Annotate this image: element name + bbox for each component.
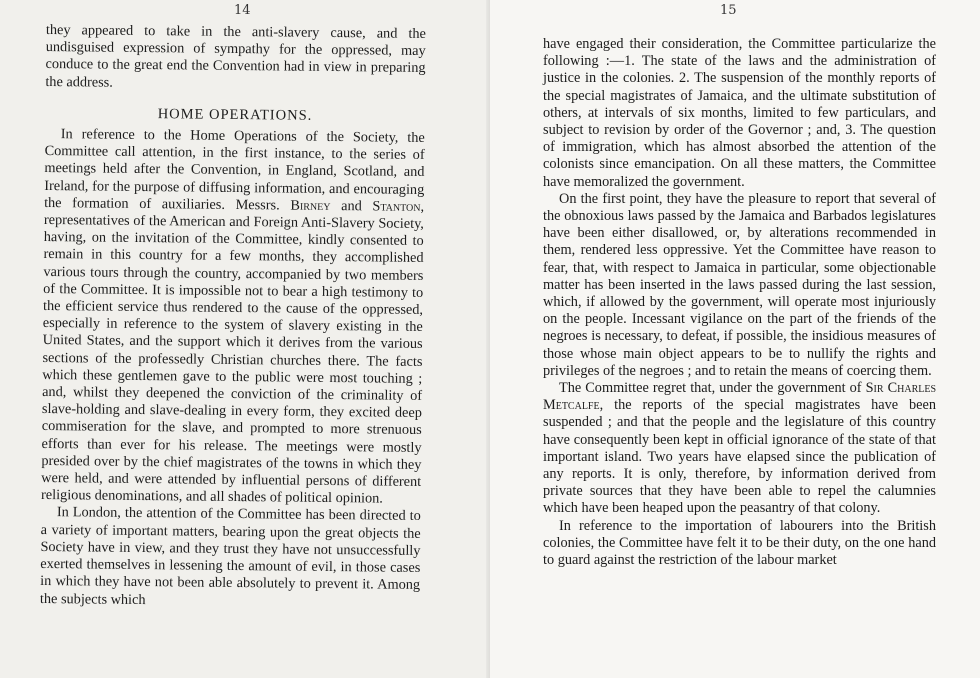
section-heading: HOME OPERATIONS.: [157, 105, 313, 124]
name-stanton: Stanton: [372, 198, 421, 215]
left-page-text: [40, 22, 426, 612]
right-paragraph-1: have engaged their consideration, the Committee particularize the following :—1. The state of the laws and the administration of justice in the colonies. 2. The suspension of the monthly reports of the special magistrates of Jamaica, and the ultimate substitution of others, at intervals of six months, limited to few particulars, and subject to revision by order of the Governor ; and, 3. The question of immigration, which has almost absorbed the attention of the colonists since emancipation. On all these matters, the Committee have memoralized the government.: [543, 36, 936, 190]
right-paragraph-3: The Committee regret that, under the government of Sir Charles Metcalfe, the reports of the special magistrates have been suspended ; and that the people and the legislature of this country have consequently been kept in official ignorance of the state of that important island. Two years have elapsed since the publication of any reports. It is only, therefore, by information derived from private sources that they have been able to repel the calumnies which have been heaped upon the peasantry of that colony.: [543, 380, 937, 517]
right-page: [490, 0, 980, 678]
left-paragraph-2: In reference to the Home Operations of the Society, the Committee call attention, in the first instance, to the series of meetings held after the Convention, in England, Scotland, and Ireland, for the purpose of diffusing information, and encouraging the formation of auxiliaries. Messrs. Birney and Stanton, representatives of the American and Foreign Anti-Slavery Society, having, on the invitation of the Committee, kindly consented to remain in this country for a few months, they accomplished various tours through the country, accompanied by two members of the Committee. It is impossible not to bear a high testimony to the efficient service thus rendered to the cause of the oppressed, especially in reference to the system of slavery existing in the United States, and the support which it derives from the various sections of the professedly Christian churches there. The facts which these gentlemen gave to the public were most touching ; and, whilst they deepened the conviction of the criminality of slave-holding and slave-dealing in every form, they excited deep commiseration for the slave, and prompted to more strenuous efforts than ever for his release. The meetings were mostly presided over by the chief magistrates of the towns in which they were held, and were attended by influential persons of different religious denominations, and all shades of political opinion.: [40, 126, 425, 507]
page-number-right: 15: [720, 3, 737, 18]
name-metcalfe: Sir Charles Metcalfe: [543, 380, 937, 414]
right-paragraph-4: In reference to the importation of labourers into the British colonies, the Committee have felt it to be their duty, on the one hand to guard against the restriction of the labour market: [543, 517, 936, 569]
left-paragraph-1: they appeared to take in the anti-slavery cause, and the undisguised expression of sympathy for the oppressed, may conduce to the great end the Convention had in view in preparing the address.: [45, 22, 426, 91]
right-paragraph-2: On the first point, they have the pleasure to report that several of the obnoxious laws passed by the Jamaica and Barbados legislatures have been either disallowed, or, by alterations recommended in them, rendered less oppressive. Yet the Committee have reason to fear, that, with respect to Jamaica in particular, some objectionable matter has been inserted in the laws passed during the last session, which, if allowed by the government, will operate most injuriously on the people. Incessant vigilance on the part of the friends of the negroes is necessary, to defeat, if possible, the insidious measures of those whose main object appears to be to nullify the rights and privileges of the negroes ; and to retain the means of coercing them.: [543, 190, 936, 379]
right-page-text: [543, 36, 936, 569]
name-birney: Birney: [290, 197, 331, 214]
left-paragraph-3: In London, the attention of the Committee has been directed to a variety of important matters, bearing upon the great objects the Society have in view, and they trust they have not unsuccessfully exerted themselves in lessening the amount of evil, in those cases in which they have not been able absolutely to prevent it. Among the subjects which: [39, 504, 421, 608]
page-number-left: 14: [234, 3, 251, 18]
